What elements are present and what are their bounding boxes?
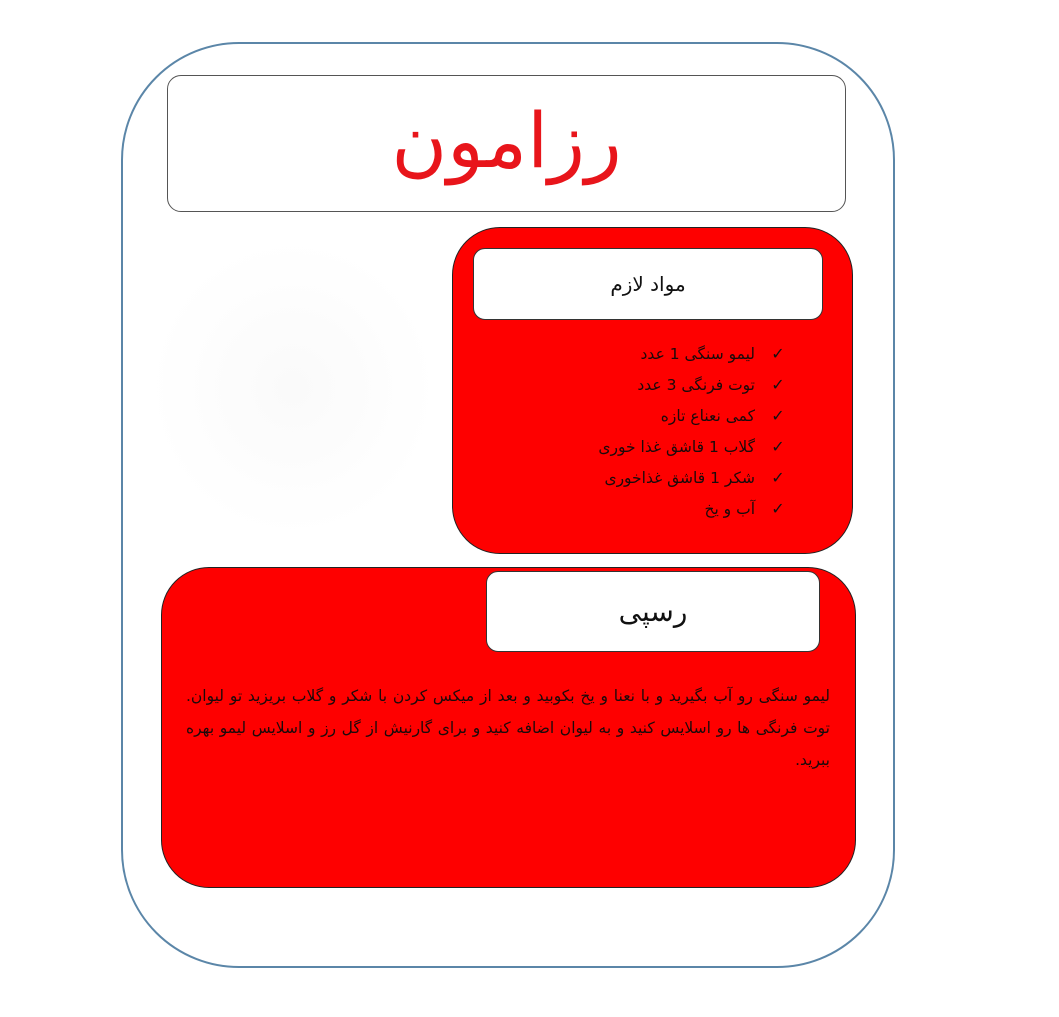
ingredient-label: توت فرنگی 3 عدد [637, 375, 755, 394]
title-box [167, 75, 846, 212]
ingredient-item [459, 400, 789, 431]
ingredients-header [473, 248, 823, 320]
checkmark-icon: ✓ [771, 499, 785, 518]
checkmark-icon: ✓ [771, 437, 785, 456]
checkmark-icon: ✓ [771, 344, 785, 363]
ingredient-label: لیمو سنگی 1 عدد [640, 344, 755, 363]
recipe-title: رسپی [618, 595, 688, 628]
checkmark-icon: ✓ [771, 375, 785, 394]
ingredient-label: کمی نعناع تازه [660, 406, 755, 425]
page-title: رزامون [391, 95, 622, 185]
ingredient-item [459, 462, 789, 493]
ingredient-label: شکر 1 قاشق غذاخوری [604, 468, 755, 487]
ingredient-list [459, 338, 789, 524]
ingredient-label: آب و یخ [704, 499, 755, 518]
recipe-instructions: لیمو سنگی رو آب بگیرید و با نعنا و یخ بکوبید و بعد از میکس کردن با شکر و گلاب بریزید تو لیوان. توت فرنگی ها رو اسلایس کنید و به لیوان اضافه کنید و برای گارنیش از گل رز و اسلایس لیمو بهره ببرید. [186, 687, 830, 769]
ingredient-label: گلاب 1 قاشق غذا خوری [598, 437, 755, 456]
ingredient-item [459, 431, 789, 462]
ingredient-item [459, 493, 789, 524]
checkmark-icon: ✓ [771, 406, 785, 425]
ingredient-item [459, 338, 789, 369]
drink-image-area [148, 238, 438, 538]
recipe-header [486, 571, 820, 652]
ingredient-item [459, 369, 789, 400]
checkmark-icon: ✓ [771, 468, 785, 487]
ingredients-title: مواد لازم [610, 272, 686, 296]
